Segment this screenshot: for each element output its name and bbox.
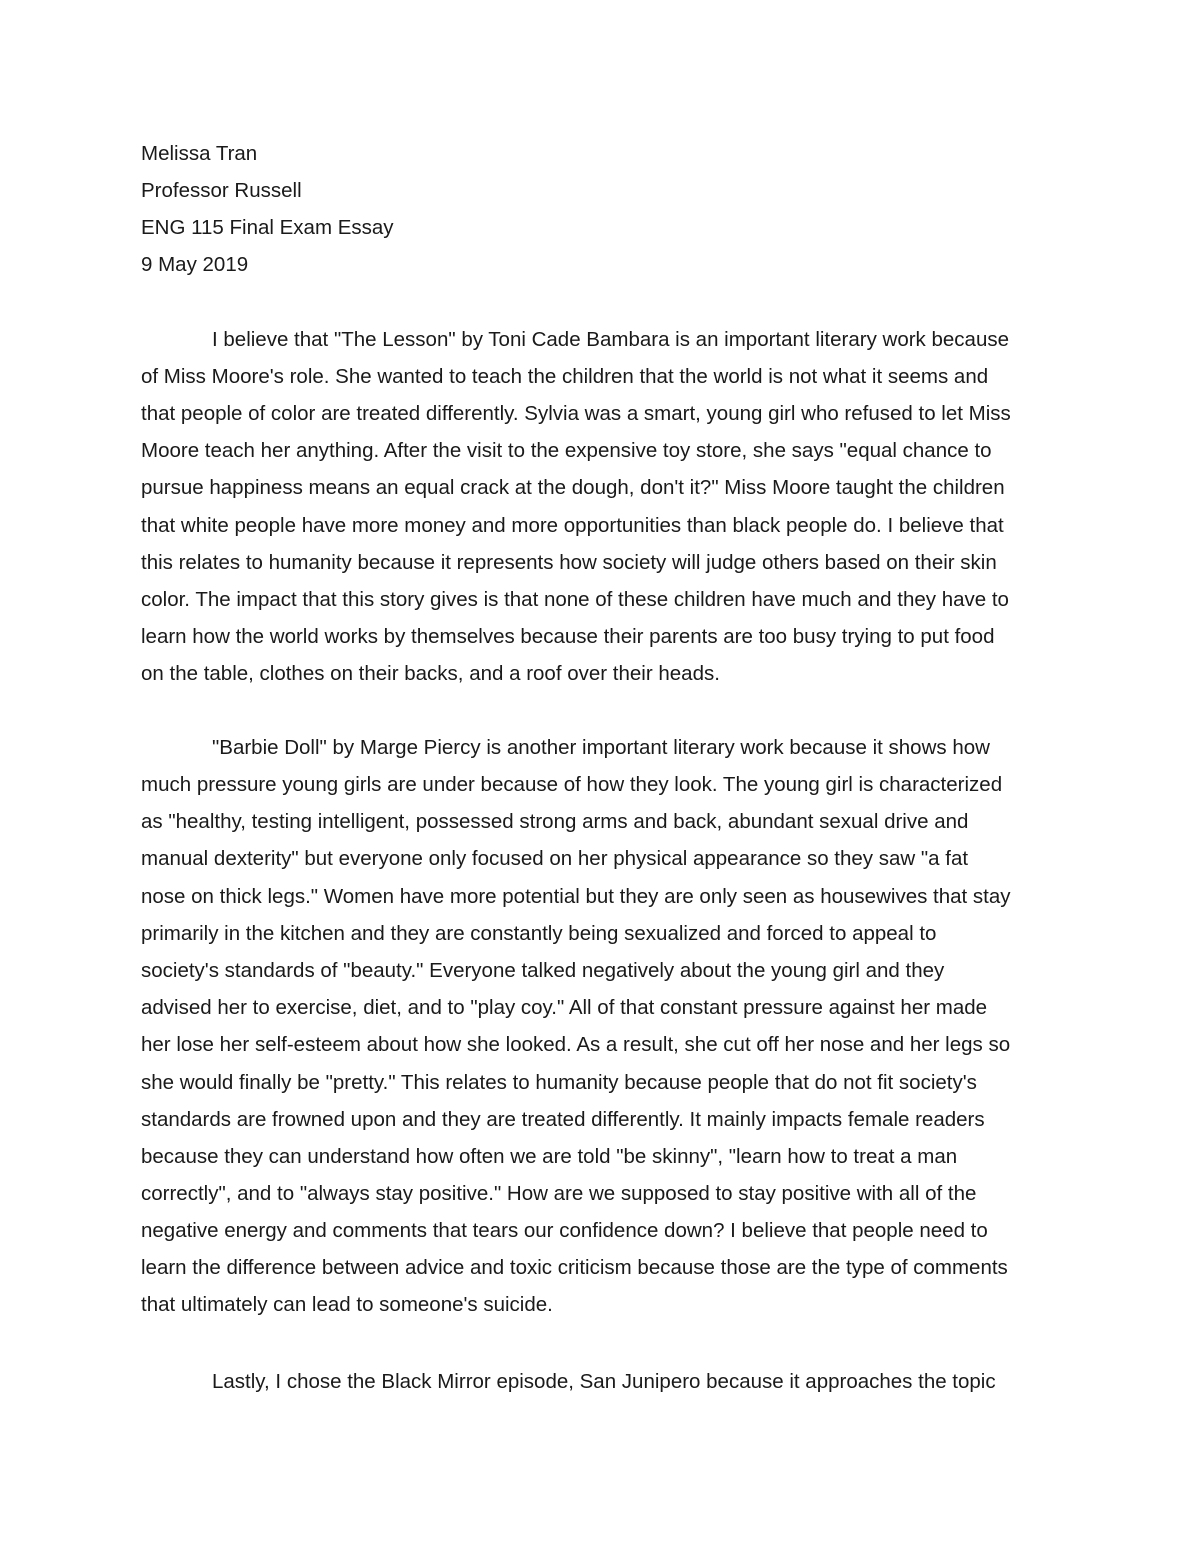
paragraph-2-line: manual dexterity" but everyone only focused on her physical appearance so they saw "a fat xyxy=(141,847,969,870)
paragraph-1-line: color. The impact that this story gives is that none of these children have much and they have to xyxy=(141,588,1009,611)
paragraph-1-line: of Miss Moore's role. She wanted to teach the children that the world is not what it seems and xyxy=(141,365,989,388)
paragraph-2-line: she would finally be "pretty." This relates to humanity because people that do not fit society's xyxy=(141,1071,977,1094)
paragraph-2-line: as "healthy, testing intelligent, possessed strong arms and back, abundant sexual drive and xyxy=(141,810,969,833)
paragraph-2-line: that ultimately can lead to someone's suicide. xyxy=(141,1293,553,1316)
paragraph-2-line: advised her to exercise, diet, and to "play coy." All of that constant pressure against her made xyxy=(141,996,988,1019)
paragraph-2-line: correctly", and to "always stay positive." How are we supposed to stay positive with all of the xyxy=(141,1182,977,1205)
paragraph-2-line: learn the difference between advice and toxic criticism because those are the type of comments xyxy=(141,1256,1008,1279)
paragraph-2-line: "Barbie Doll" by Marge Piercy is another important literary work because it shows how xyxy=(212,736,990,759)
author-name: Melissa Tran xyxy=(141,142,258,165)
paragraph-1-line: I believe that "The Lesson" by Toni Cade Bambara is an important literary work because xyxy=(212,328,1010,351)
paragraph-2-line: nose on thick legs." Women have more potential but they are only seen as housewives that stay xyxy=(141,885,1011,908)
paragraph-2-line: primarily in the kitchen and they are constantly being sexualized and forced to appeal to xyxy=(141,922,937,945)
instructor-name: Professor Russell xyxy=(141,179,302,202)
paragraph-1-line: pursue happiness means an equal crack at the dough, don't it?" Miss Moore taught the children xyxy=(141,476,1005,499)
paragraph-1-line: Moore teach her anything. After the visit to the expensive toy store, she says "equal chance to xyxy=(141,439,992,462)
paragraph-1-line: this relates to humanity because it represents how society will judge others based on their skin xyxy=(141,551,997,574)
paragraph-2-line: standards are frowned upon and they are treated differently. It mainly impacts female readers xyxy=(141,1108,985,1131)
paragraph-1-line: on the table, clothes on their backs, and a roof over their heads. xyxy=(141,662,720,685)
paragraph-1-line: learn how the world works by themselves because their parents are too busy trying to put food xyxy=(141,625,995,648)
paragraph-3-line: Lastly, I chose the Black Mirror episode, San Junipero because it approaches the topic xyxy=(212,1370,996,1393)
paragraph-1-line: that white people have more money and more opportunities than black people do. I believe that xyxy=(141,514,1004,537)
paragraph-2-line: much pressure young girls are under because of how they look. The young girl is characterized xyxy=(141,773,1003,796)
paragraph-2-line: society's standards of "beauty." Everyone talked negatively about the young girl and they xyxy=(141,959,945,982)
course-title: ENG 115 Final Exam Essay xyxy=(141,216,394,239)
paragraph-2-line: negative energy and comments that tears our confidence down? I believe that people need to xyxy=(141,1219,988,1242)
essay-date: 9 May 2019 xyxy=(141,253,249,276)
paragraph-2-line: her lose her self-esteem about how she looked. As a result, she cut off her nose and her legs so xyxy=(141,1033,1011,1056)
paragraph-1-line: that people of color are treated differently. Sylvia was a smart, young girl who refused to let Miss xyxy=(141,402,1011,425)
paragraph-2-line: because they can understand how often we are told "be skinny", "learn how to treat a man xyxy=(141,1145,958,1168)
